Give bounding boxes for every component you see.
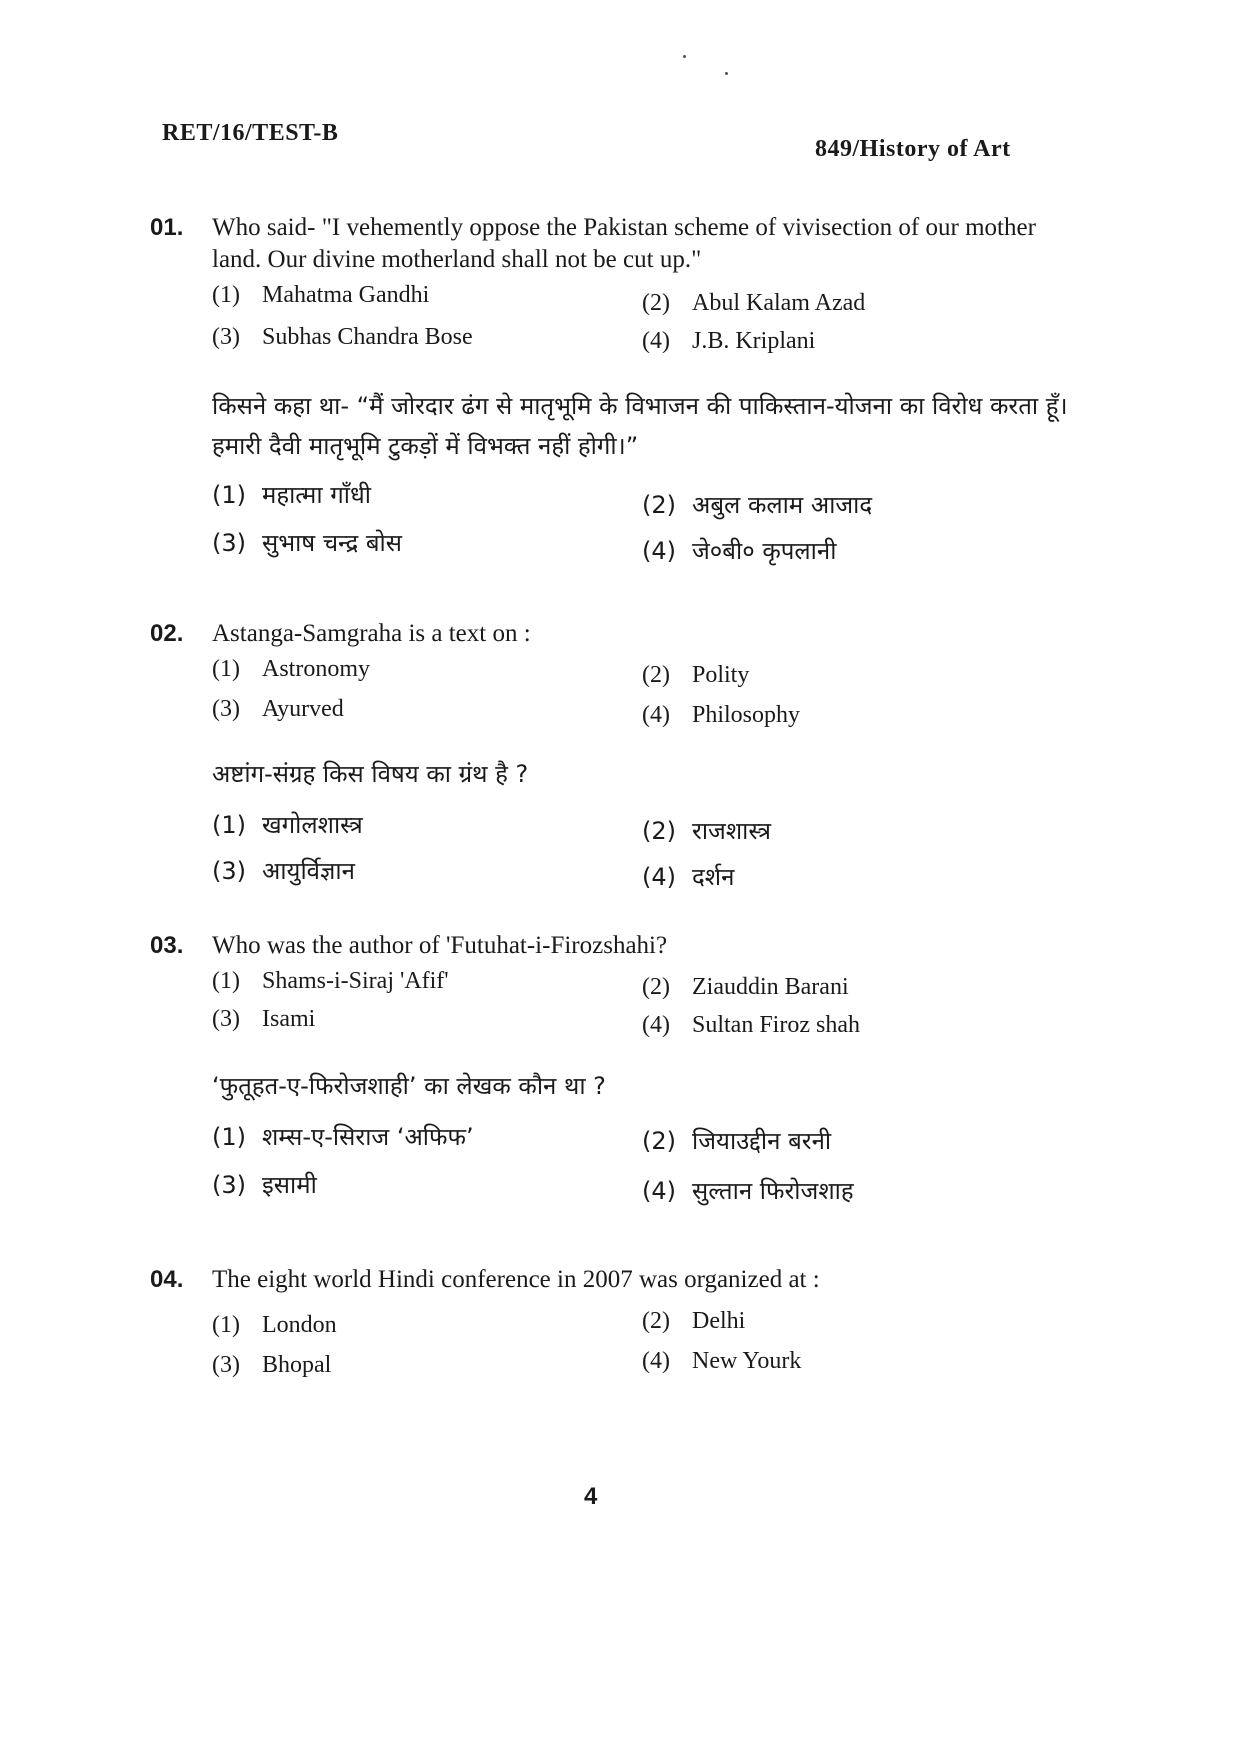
option-2[interactable]: (2) Delhi bbox=[642, 1308, 746, 1334]
option-4[interactable]: (4) New Yourk bbox=[642, 1348, 802, 1374]
question-text-en: The eight world Hindi conference in 2007 was organized at : bbox=[212, 1266, 820, 1293]
scan-speck bbox=[725, 72, 728, 75]
question-3 bbox=[150, 930, 1070, 1220]
option-2[interactable]: (2) Polity bbox=[642, 662, 750, 688]
option-1[interactable]: (1) London bbox=[212, 1312, 337, 1338]
option-3-hi[interactable]: (3) सुभाष चन्द्र बोस bbox=[212, 529, 402, 557]
option-1[interactable]: (1) Mahatma Gandhi bbox=[212, 282, 430, 308]
option-3-hi[interactable]: (3) आयुर्विज्ञान bbox=[212, 857, 355, 885]
option-4[interactable]: (4) Philosophy bbox=[642, 702, 801, 728]
question-2 bbox=[150, 618, 1070, 908]
option-3[interactable]: (3) Subhas Chandra Bose bbox=[212, 324, 473, 350]
option-1[interactable]: (1) Shams-i-Siraj 'Afif' bbox=[212, 968, 449, 994]
option-4-hi[interactable]: (4) सुल्तान फिरोजशाह bbox=[642, 1177, 854, 1205]
option-3[interactable]: (3) Isami bbox=[212, 1006, 316, 1032]
question-text-en: Who said- "I vehemently oppose the Pakistan scheme of vivisection of our mother land. Our divine motherland shall not be cut up." bbox=[212, 214, 1036, 273]
option-3[interactable]: (3) Bhopal bbox=[212, 1352, 332, 1378]
question-number: 03. bbox=[150, 932, 184, 959]
option-3[interactable]: (3) Ayurved bbox=[212, 696, 344, 722]
question-number: 02. bbox=[150, 620, 184, 647]
option-4-hi[interactable]: (4) जे०बी० कृपलानी bbox=[642, 537, 837, 565]
option-1-hi[interactable]: (1) महात्मा गाँधी bbox=[212, 481, 371, 509]
option-2-hi[interactable]: (2) राजशास्त्र bbox=[642, 817, 771, 845]
option-1-hi[interactable]: (1) खगोलशास्त्र bbox=[212, 811, 363, 839]
page-number: 4 bbox=[584, 1483, 598, 1510]
question-text-en: Astanga-Samgraha is a text on : bbox=[212, 620, 531, 647]
scan-speck bbox=[683, 55, 686, 58]
option-4-hi[interactable]: (4) दर्शन bbox=[642, 863, 735, 891]
option-3-hi[interactable]: (3) इसामी bbox=[212, 1171, 317, 1199]
option-2-hi[interactable]: (2) अबुल कलाम आजाद bbox=[642, 491, 873, 519]
option-2-hi[interactable]: (2) जियाउद्दीन बरनी bbox=[642, 1127, 832, 1155]
option-2[interactable]: (2) Abul Kalam Azad bbox=[642, 290, 866, 316]
question-1 bbox=[150, 212, 1070, 578]
question-text-hi: अष्टांग-संग्रह किस विषय का ग्रंथ है ? bbox=[212, 760, 529, 788]
question-text-hi: किसने कहा था- “मैं जोरदार ढंग से मातृभूमि के विभाजन की पाकिस्तान-योजना का विरोध करता हूँ। हमारी दैवी मातृभूमि टुकड़ों में विभक्त नहीं होगी।” bbox=[212, 392, 1068, 460]
question-number: 01. bbox=[150, 214, 184, 241]
question-number: 04. bbox=[150, 1266, 184, 1293]
paper-code: RET/16/TEST-B bbox=[162, 120, 339, 146]
question-4 bbox=[150, 1264, 1070, 1388]
option-1-hi[interactable]: (1) शम्स-ए-सिराज ‘अफिफ’ bbox=[212, 1123, 474, 1151]
option-1[interactable]: (1) Astronomy bbox=[212, 656, 370, 682]
question-text-hi: ‘फुतूहत-ए-फिरोजशाही’ का लेखक कौन था ? bbox=[212, 1072, 606, 1100]
subject-title: 849/History of Art bbox=[815, 136, 1011, 162]
option-4[interactable]: (4) J.B. Kriplani bbox=[642, 328, 816, 354]
option-4[interactable]: (4) Sultan Firoz shah bbox=[642, 1012, 860, 1038]
question-text-en: Who was the author of 'Futuhat-i-Firozshahi? bbox=[212, 932, 668, 959]
option-2[interactable]: (2) Ziauddin Barani bbox=[642, 974, 849, 1000]
